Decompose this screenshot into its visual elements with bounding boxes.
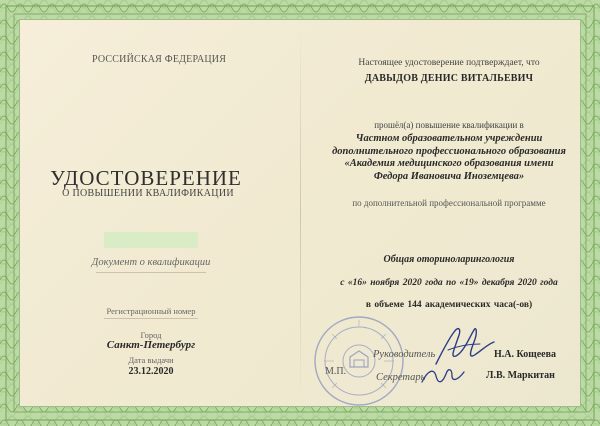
passed-training-text: прошёл(а) повышение квалификации в: [374, 120, 524, 130]
confirms-text: Настоящее удостоверение подтверждает, что: [358, 58, 540, 68]
certificate-subtitle: О ПОВЫШЕНИИ КВАЛИФИКАЦИИ: [62, 188, 234, 199]
page-fold: [300, 20, 301, 406]
certificate-title: УДОСТОВЕРЕНИЕ: [50, 166, 242, 190]
city-label: Город: [140, 330, 162, 340]
director-label: Руководитель: [373, 349, 436, 360]
issue-date-value: 23.12.2020: [128, 366, 174, 377]
document-number-block: [104, 232, 198, 248]
issue-date-label: Дата выдачи: [128, 355, 174, 365]
secretary-signature: [418, 362, 468, 390]
program-label: по дополнительной профессиональной программе: [352, 198, 546, 208]
document-line: [96, 272, 206, 273]
director-name: Н.А. Кощеева: [494, 349, 556, 360]
document-label: Документ о квалификации: [91, 257, 211, 268]
federation-label: РОССИЙСКАЯ ФЕДЕРАЦИЯ: [92, 54, 227, 65]
organization-line: дополнительного профессионального образования: [332, 145, 566, 157]
stamp-place-label: М.П.: [325, 366, 347, 377]
holder-name: ДАВЫДОВ ДЕНИС ВИТАЛЬЕВИЧ: [364, 73, 534, 84]
organization-line: Федора Ивановича Иноземцева»: [373, 170, 525, 182]
secretary-name: Л.В. Маркитан: [486, 370, 555, 381]
organization-line: Частном образовательном учреждении: [355, 133, 543, 144]
seal-stamp: [312, 314, 406, 408]
program-name: Общая оториноларингология: [383, 254, 515, 265]
training-hours: в объеме 144 академических часа(-ов): [365, 300, 533, 310]
organization-line: «Академия медицинского образования имени: [344, 158, 554, 169]
registration-label: Регистрационный номер: [106, 306, 196, 316]
organization-name: [332, 133, 566, 183]
secretary-label: Секретарь: [376, 372, 426, 383]
city-value: Санкт-Петербург: [106, 339, 196, 351]
registration-line: [104, 318, 198, 319]
training-period: с «16» ноября 2020 года по «19» декабря 2020 года: [340, 278, 558, 288]
